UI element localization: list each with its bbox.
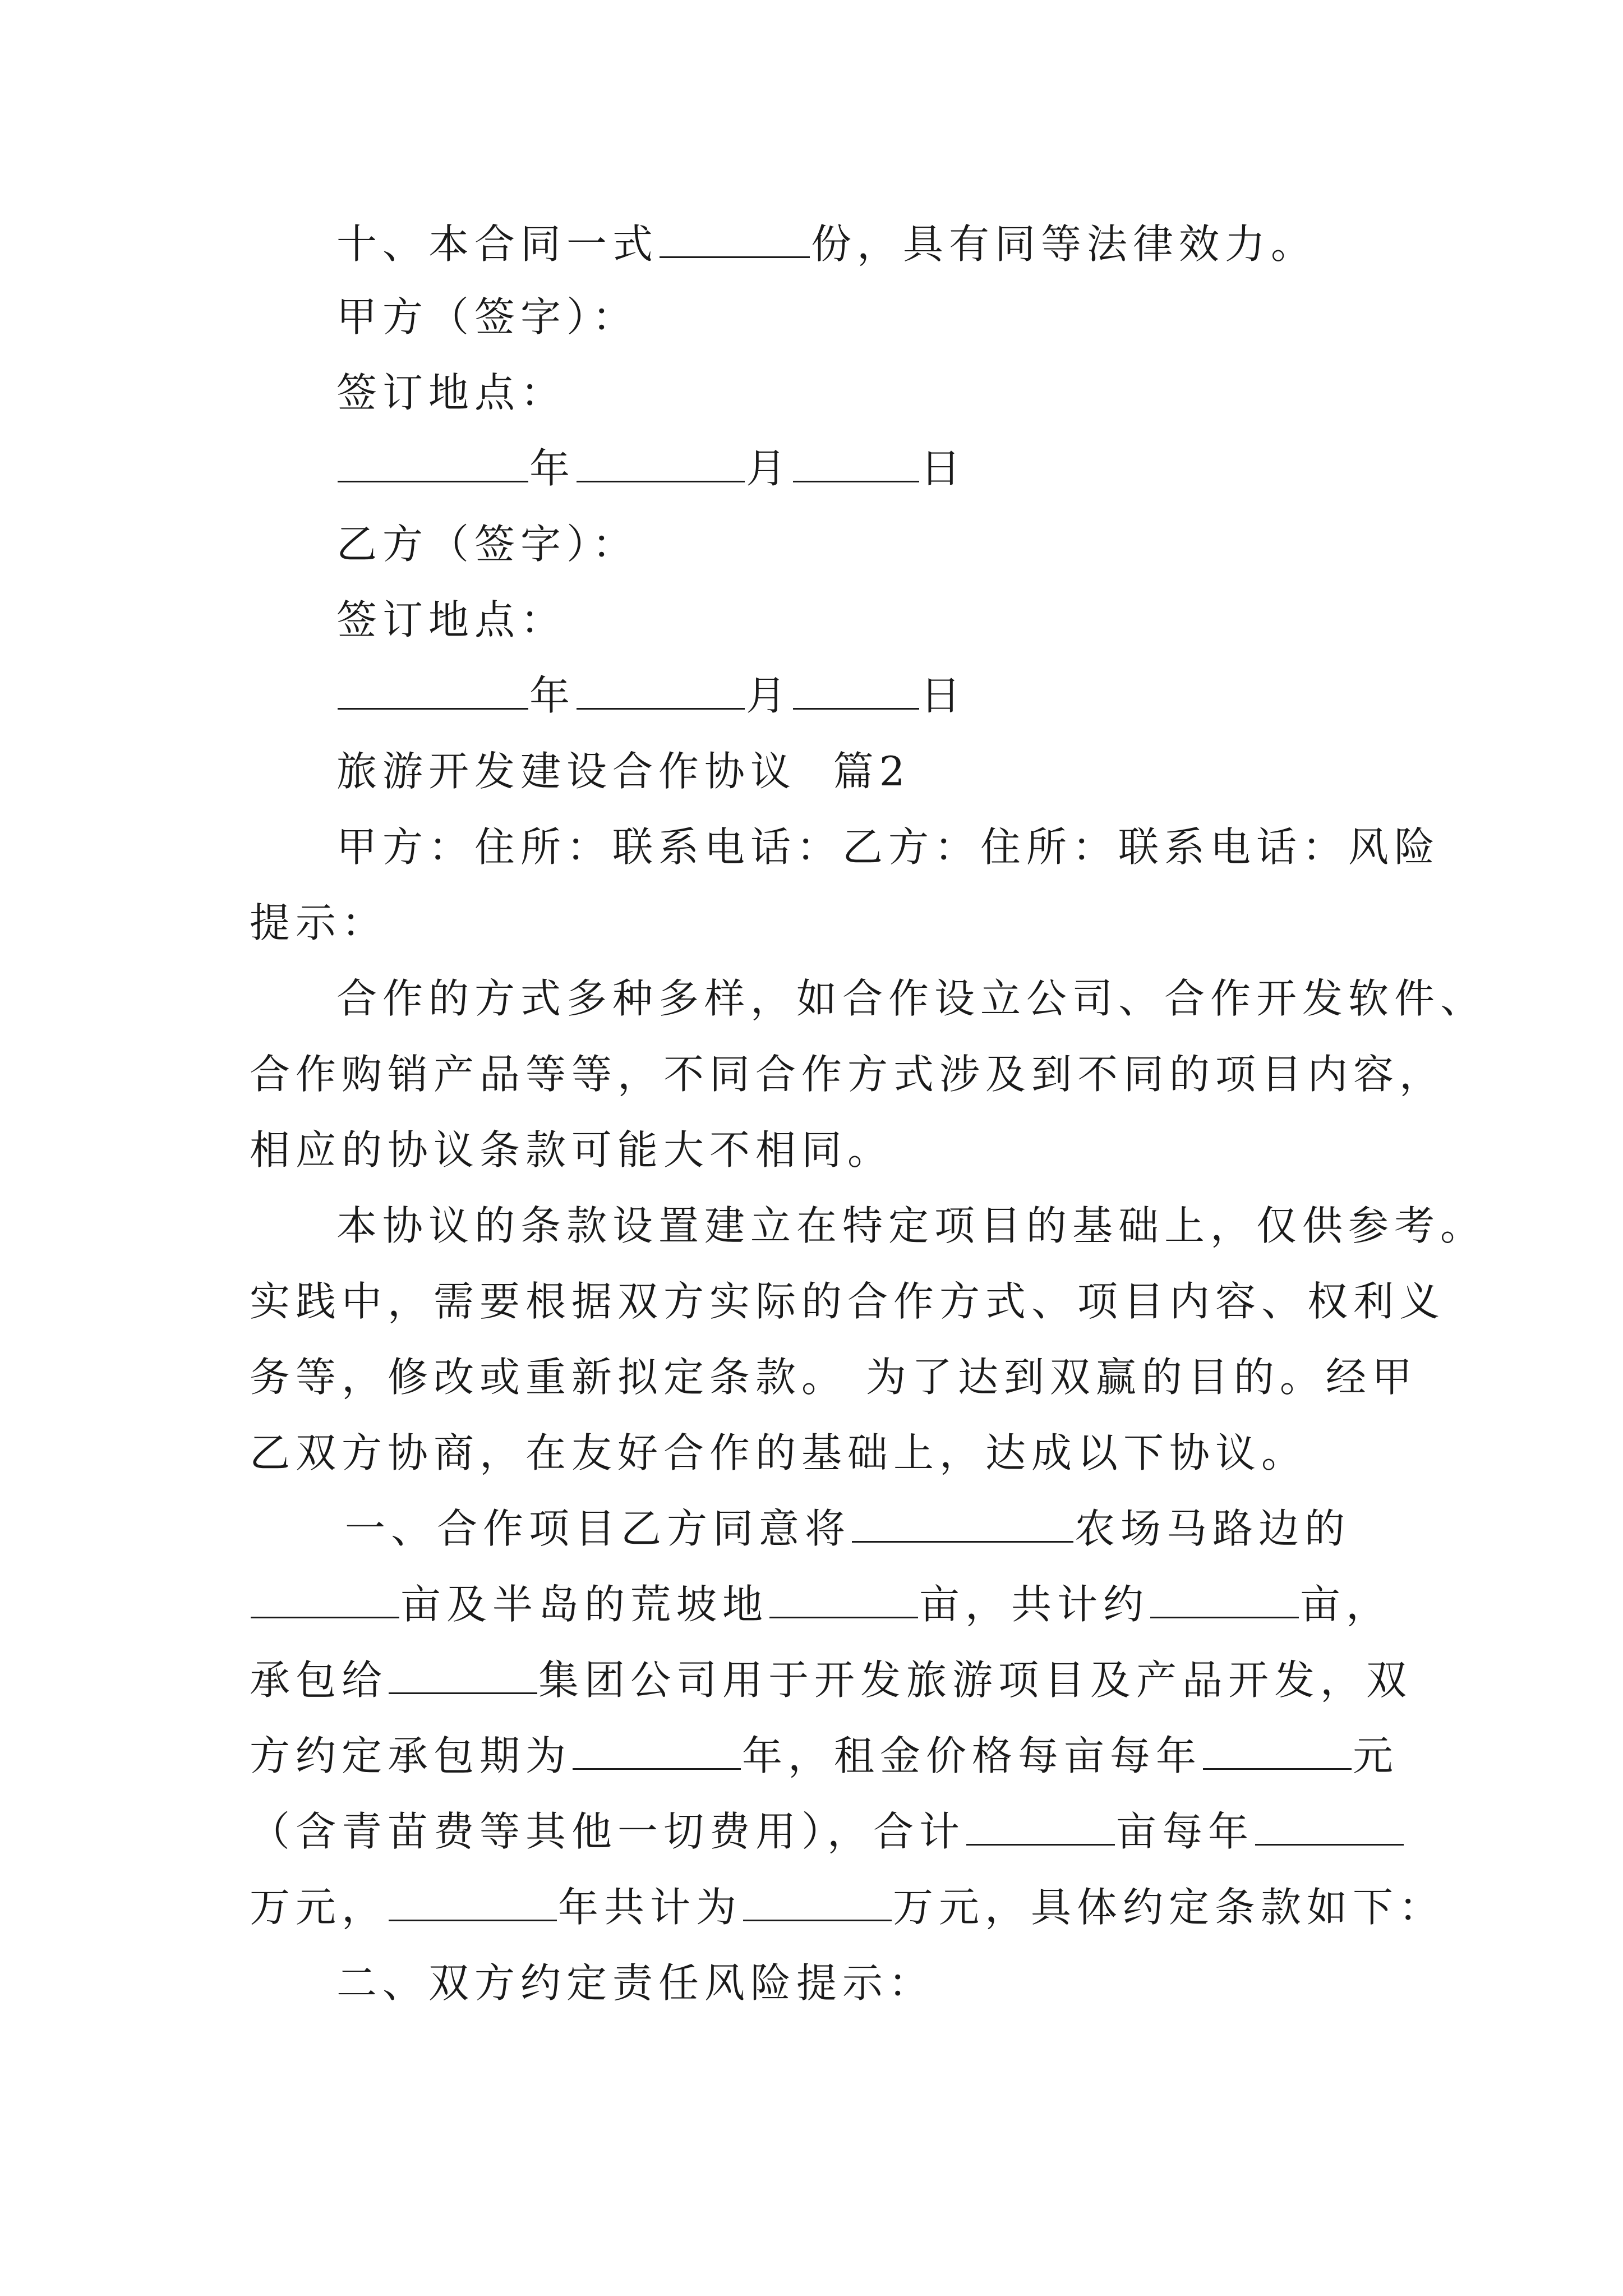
clause-1-line-4 [250, 1731, 1405, 1781]
day-label: 日 [920, 445, 967, 492]
signing-place-label-a: 签订地点： [336, 369, 567, 416]
clause-text: 承包给 [250, 1657, 388, 1704]
clause-10 [336, 219, 1405, 269]
year-blank [338, 673, 528, 710]
clause-1-line-3 [250, 1655, 1413, 1705]
clause-text: 方约定承包期为 [250, 1732, 572, 1779]
clause-text: 亩每年 [1116, 1808, 1255, 1855]
clause-10-text-start: 十、本合同一式 [336, 220, 659, 268]
clause-10-text-end: 份，具有同等法律效力。 [811, 220, 1317, 268]
party-b-signature-label: 乙方（签字）： [336, 521, 639, 568]
parties-line-2: 提示： [250, 899, 388, 946]
farm-name-blank [852, 1506, 1073, 1543]
paragraph-line: 合作的方式多种多样，如合作设立公司、合作开发软件、 [336, 975, 1487, 1022]
clause-text: 亩及半岛的荒坡地 [400, 1581, 769, 1628]
clause-text: 万元， [250, 1884, 388, 1931]
paragraph-line: 本协议的条款设置建立在特定项目的基础上，仅供参考。 [336, 1202, 1487, 1249]
clause-text: 元 [1353, 1732, 1399, 1779]
clause-text: 集团公司用于开发旅游项目及产品开发，双 [538, 1657, 1413, 1704]
parties-line-1: 甲方：住所：联系电话：乙方：住所：联系电话：风险 [336, 823, 1441, 871]
area-blank [251, 1582, 399, 1618]
year-blank [338, 446, 528, 482]
company-blank [389, 1658, 537, 1694]
clause-text: 万元，具体约定条款如下： [893, 1884, 1445, 1931]
clause-1-line-1 [345, 1503, 1405, 1554]
day-label: 日 [920, 672, 967, 719]
day-blank [793, 446, 919, 482]
month-label: 月 [746, 445, 792, 492]
party-a-signature-label: 甲方（签字）： [336, 293, 639, 341]
month-blank [577, 446, 745, 482]
clause-text: 年共计为 [558, 1884, 743, 1931]
year-label: 年 [529, 445, 576, 492]
day-blank [793, 673, 919, 710]
clause-text: 亩，共计约 [919, 1581, 1150, 1628]
signing-place-label-b: 签订地点： [336, 596, 567, 643]
years-blank [389, 1885, 557, 1921]
clause-1-line-6 [250, 1882, 1445, 1932]
area-blank [966, 1809, 1115, 1846]
clause-text: 一、合作项目乙方同意将 [345, 1505, 851, 1552]
paragraph-line: 合作购销产品等等，不同合作方式涉及到不同的项目内容， [250, 1051, 1446, 1098]
year-label: 年 [529, 672, 576, 719]
paragraph-line: 乙双方协商，在友好合作的基础上，达成以下协议。 [250, 1429, 1308, 1476]
clause-1-line-5 [250, 1806, 1405, 1857]
month-blank [577, 673, 745, 710]
paragraph-line: 务等，修改或重新拟定条款。 为了达到双赢的目的。经甲 [250, 1354, 1418, 1401]
term-blank [573, 1733, 741, 1770]
clause-2-heading: 二、双方约定责任风险提示： [336, 1959, 935, 2007]
amount-blank [1255, 1809, 1404, 1846]
date-line-b [336, 670, 1405, 721]
area-blank [1150, 1582, 1299, 1618]
rent-blank [1203, 1733, 1352, 1770]
clause-text: 农场马路边的 [1075, 1505, 1351, 1552]
clause-text: 年，租金价格每亩每年 [742, 1732, 1202, 1779]
clause-text: 亩， [1300, 1581, 1393, 1628]
paragraph-line: 相应的协议条款可能大不相同。 [250, 1126, 894, 1174]
copies-blank [660, 222, 810, 258]
area-blank [769, 1582, 918, 1618]
month-label: 月 [746, 672, 792, 719]
section-title: 旅游开发建设合作协议 篇2 [336, 748, 911, 795]
clause-1-line-2 [250, 1579, 1405, 1630]
paragraph-line: 实践中，需要根据双方实际的合作方式、项目内容、权利义 [250, 1278, 1446, 1325]
clause-text: （含青苗费等其他一切费用），合计 [250, 1808, 966, 1855]
date-line-a [336, 443, 1405, 494]
total-blank [743, 1885, 892, 1921]
